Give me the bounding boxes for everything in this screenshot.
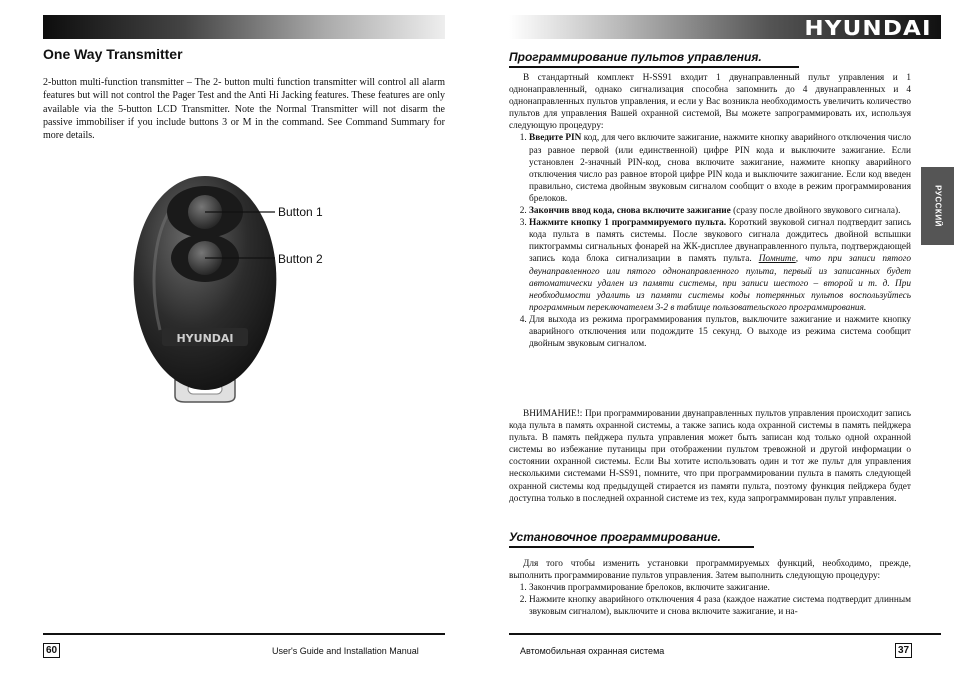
section-heading-remote-programming: Программирование пультов управления. [509, 50, 799, 68]
steps-list [509, 132, 911, 350]
fob-brand: HYUNDAI [176, 332, 234, 345]
step-3 [529, 217, 911, 314]
key-fob-image [130, 170, 360, 406]
step-4-text: Для выхода из режима программирования пультов, выключите зажигание и нажмите кнопку аварийного отключения или подождите 15 секунд. О выходе из режима система сообщит двойным звуковым сигналом. [529, 314, 911, 350]
warning-block [509, 408, 911, 505]
header-gradient-bar [43, 15, 445, 39]
section-heading: One Way Transmitter [43, 46, 183, 62]
step-3-note-label: Помните [758, 254, 796, 265]
step-2-bold: Закончив ввод кода, снова включите зажигание [529, 206, 731, 217]
button-1-label: Button 1 [278, 205, 323, 219]
footer-title: Автомобильная охранная система [520, 646, 665, 656]
remote-programming-body [509, 72, 911, 350]
page-number: 37 [895, 643, 912, 658]
page-number: 60 [43, 643, 60, 658]
hyundai-logo: HYUNDAI [804, 16, 932, 40]
step-1 [529, 132, 911, 205]
section-heading-install-programming: Установочное программирование. [509, 530, 754, 548]
transmitter-illustration [130, 170, 360, 406]
step-3-text: Короткий звуковой сигнал подтвердит запись кода пульта в память системы. После звукового сигнала дождитесь двойной вспышки пиктограммы сигнальных фонарей на ЖК-дисплее двунаправленного пульта, подтверждающей запись кода блока сигнализации в память пульта. [529, 218, 911, 265]
step-3-note: , что при записи пятого двунаправленного или пятого однонаправленного пульта, первый из записанных будет автоматически удален из памяти системы, при записи шестого – второй и т. д. При необходимости удалить из памяти системы коды потерянных пультов воспользуйтесь программным переключателем 3-2 в таблице пользовательского программирования. [529, 254, 911, 313]
footer-divider [43, 633, 445, 635]
step-2 [529, 205, 911, 217]
step-2-text: (сразу после двойного звукового сигнала). [730, 206, 901, 217]
intro-paragraph: В стандартный комплект H-SS91 входит 1 двунаправленный пульт управления и 1 однонаправленный, однако сигнализация способна запомнить до 4 двунаправленных и 4 однонаправленных пультов управления, и если у Вас возникла необходимость увеличить количество пультов для управления Вашей охранной системой, Вы можете запрограммировать их, используя следующую процедуру: [509, 73, 911, 132]
language-side-tab [921, 167, 954, 245]
button-2-label: Button 2 [278, 252, 323, 266]
footer-divider [509, 633, 941, 635]
step-1-bold: Введите PIN [529, 133, 582, 144]
install-step-2: 2. Нажмите кнопку аварийного отключения 4 раза (каждое нажатие система подтвердит длинным звуковым сигналом), выключите и снова включите зажигание, и на- [529, 594, 911, 618]
install-programming-body [509, 558, 911, 618]
install-step-1: 1. Закончив программирование брелоков, включите зажигание. [529, 582, 911, 594]
install-steps-list [509, 582, 911, 618]
description-paragraph: 2-button multi-function transmitter – The 2- button multi function transmitter will control all alarm features but will not control the Pager Test and the Anti Hi Jacking features. These features are only available via the 5-button LCD Transmitter. Note the Normal Transmitter will not disarm the passive immobiliser if you include buttons 3 or M in the command. See Command Summary for more details. [43, 77, 445, 142]
language-side-tab-label: РУССКИЙ [933, 185, 942, 227]
footer-title: User's Guide and Installation Manual [272, 646, 419, 656]
step-3-bold: Нажмите кнопку 1 программируемого пульта. [529, 218, 727, 229]
step-4 [529, 314, 911, 350]
right-page [477, 0, 954, 675]
install-intro: Для того чтобы изменить установки программируемых функций, необходимо, прежде, выполнить программирование пультов управления. Затем выполнить следующую процедуру: [509, 559, 911, 582]
warning-paragraph: ВНИМАНИЕ!: При программировании двунаправленных пультов управления происходит запись кода пульта в память охранной системы, а также запись кода охранной системы в память пейджера пульта. В память пейджера пульта управления может быть записан код только одной охранной системы во избежание путаницы при отображении пультом тревожной и другой информации о состоянии охранной системы. Если Вы хотите использовать один и тот же пульт для управления несколькими системами H-SS91, помните, что при программировании пульта в память следующей охранной системы код предыдущей стирается из памяти пульта, поэтому функция пейджера будет доступна только в последней охранной системе из тех, куда запрограммирован пульт управления. [509, 409, 911, 504]
step-1-text: код, для чего включите зажигание, нажмите кнопку аварийного отключения число раз равное первой (или единственной) цифре PIN кода и выключите зажигание. Если установлен 2-значный PIN-код, снова включите зажигание, нажмите кнопку аварийного отключения число раз равное второй цифре PIN кода и выключите зажигание. Если код введен правильно, система двойным звуковым сигналом сообщит о входе в режим программирования брелоков. [529, 133, 911, 204]
